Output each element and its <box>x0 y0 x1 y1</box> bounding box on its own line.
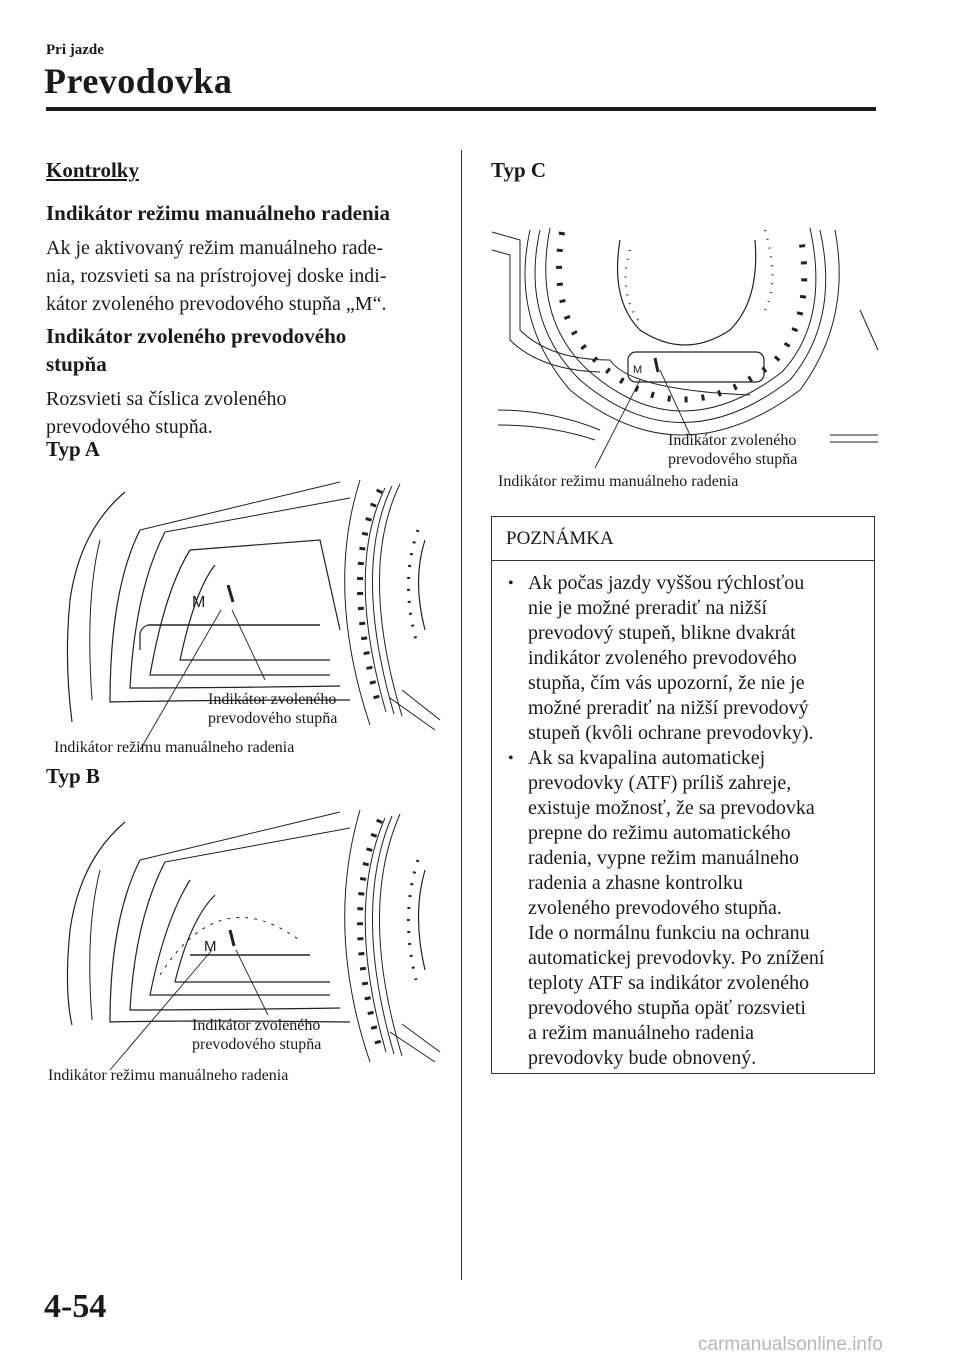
column-divider <box>461 150 462 1280</box>
paragraph-line: Ak je aktivovaný režim manuálneho rade- <box>46 237 384 259</box>
subheading-gear-indicator <box>46 322 346 378</box>
callout-gear-indicator <box>208 690 337 728</box>
callout-line: Indikátor zvoleného <box>192 1017 321 1034</box>
note-list <box>500 571 868 1071</box>
paragraph-manual-mode <box>46 234 386 318</box>
paragraph-line: kátor zvoleného prevodového stupňa „M“. <box>46 293 387 315</box>
watermark: carmanualsonline.info <box>698 1334 883 1355</box>
callout-line: prevodového stupňa <box>208 710 338 727</box>
bullet-icon: • <box>508 750 514 767</box>
callout-line: prevodového stupňa <box>668 451 798 468</box>
bullet-icon: • <box>508 575 514 592</box>
m-indicator-glyph: M <box>204 938 217 955</box>
callout-gear-indicator <box>192 1016 321 1054</box>
note-box <box>491 516 875 1074</box>
callout-manual-mode: Indikátor režimu manuálneho radenia <box>54 739 295 756</box>
callout-gear-indicator <box>668 431 797 469</box>
callout-manual-mode: Indikátor režimu manuálneho radenia <box>48 1067 289 1084</box>
section-label: Pri jazde <box>46 42 104 58</box>
m-indicator-glyph: M <box>633 364 643 376</box>
note-item-text: Ak sa kvapalina automatickej prevodovky (ATF) príliš zahreje, existuje možnosť, že sa prevodovka prepne do režimu automatického radenia, vypne režim manuálneho radenia a zhasne kontrolku zvoleného prevodového stupňa. Ide o normálnu funkciu na ochranu automatickej prevodovky. Po znížení teploty ATF sa indikátor zvoleného prevodového stupňa opäť rozsvieti a režim manuálneho radenia prevodovky bude obnovený. <box>528 747 825 1069</box>
callout-line: Indikátor zvoleného <box>668 432 797 449</box>
subheading-line: Indikátor zvoleného prevodového <box>46 324 347 348</box>
page-title: Prevodovka <box>44 61 233 101</box>
paragraph-line: prevodového stupňa. <box>46 416 213 438</box>
note-title: POZNÁMKA <box>506 528 614 549</box>
callout-line: Indikátor zvoleného <box>208 691 337 708</box>
paragraph-gear-indicator <box>46 385 286 441</box>
type-c-label: Typ C <box>491 158 547 182</box>
note-item <box>500 746 868 1071</box>
page-number: 4-54 <box>44 1288 107 1325</box>
note-header <box>492 517 874 561</box>
section-heading-kontrolky: Kontrolky <box>46 158 139 182</box>
paragraph-line: Rozsvieti sa číslica zvoleného <box>46 388 287 410</box>
m-indicator-glyph: M <box>192 594 206 611</box>
subheading-manual-mode: Indikátor režimu manuálneho radenia <box>46 201 391 225</box>
callout-line: prevodového stupňa <box>192 1036 322 1053</box>
type-b-label: Typ B <box>46 764 100 788</box>
title-rule <box>46 107 876 111</box>
type-a-label: Typ A <box>46 437 100 461</box>
note-item-text: Ak počas jazdy vyššou rýchlosťou nie je možné preradiť na nižší prevodový stupeň, blikne dvakrát indikátor zvoleného prevodového stupňa, čím vás upozorní, že nie je možné preradiť na nižší prevodový stupeň (kvôli ochrane prevodovky). <box>528 572 814 744</box>
note-item <box>500 571 868 746</box>
callout-manual-mode: Indikátor režimu manuálneho radenia <box>498 473 739 490</box>
subheading-line: stupňa <box>46 352 107 376</box>
paragraph-line: nia, rozsvieti sa na prístrojovej doske indi- <box>46 265 387 287</box>
